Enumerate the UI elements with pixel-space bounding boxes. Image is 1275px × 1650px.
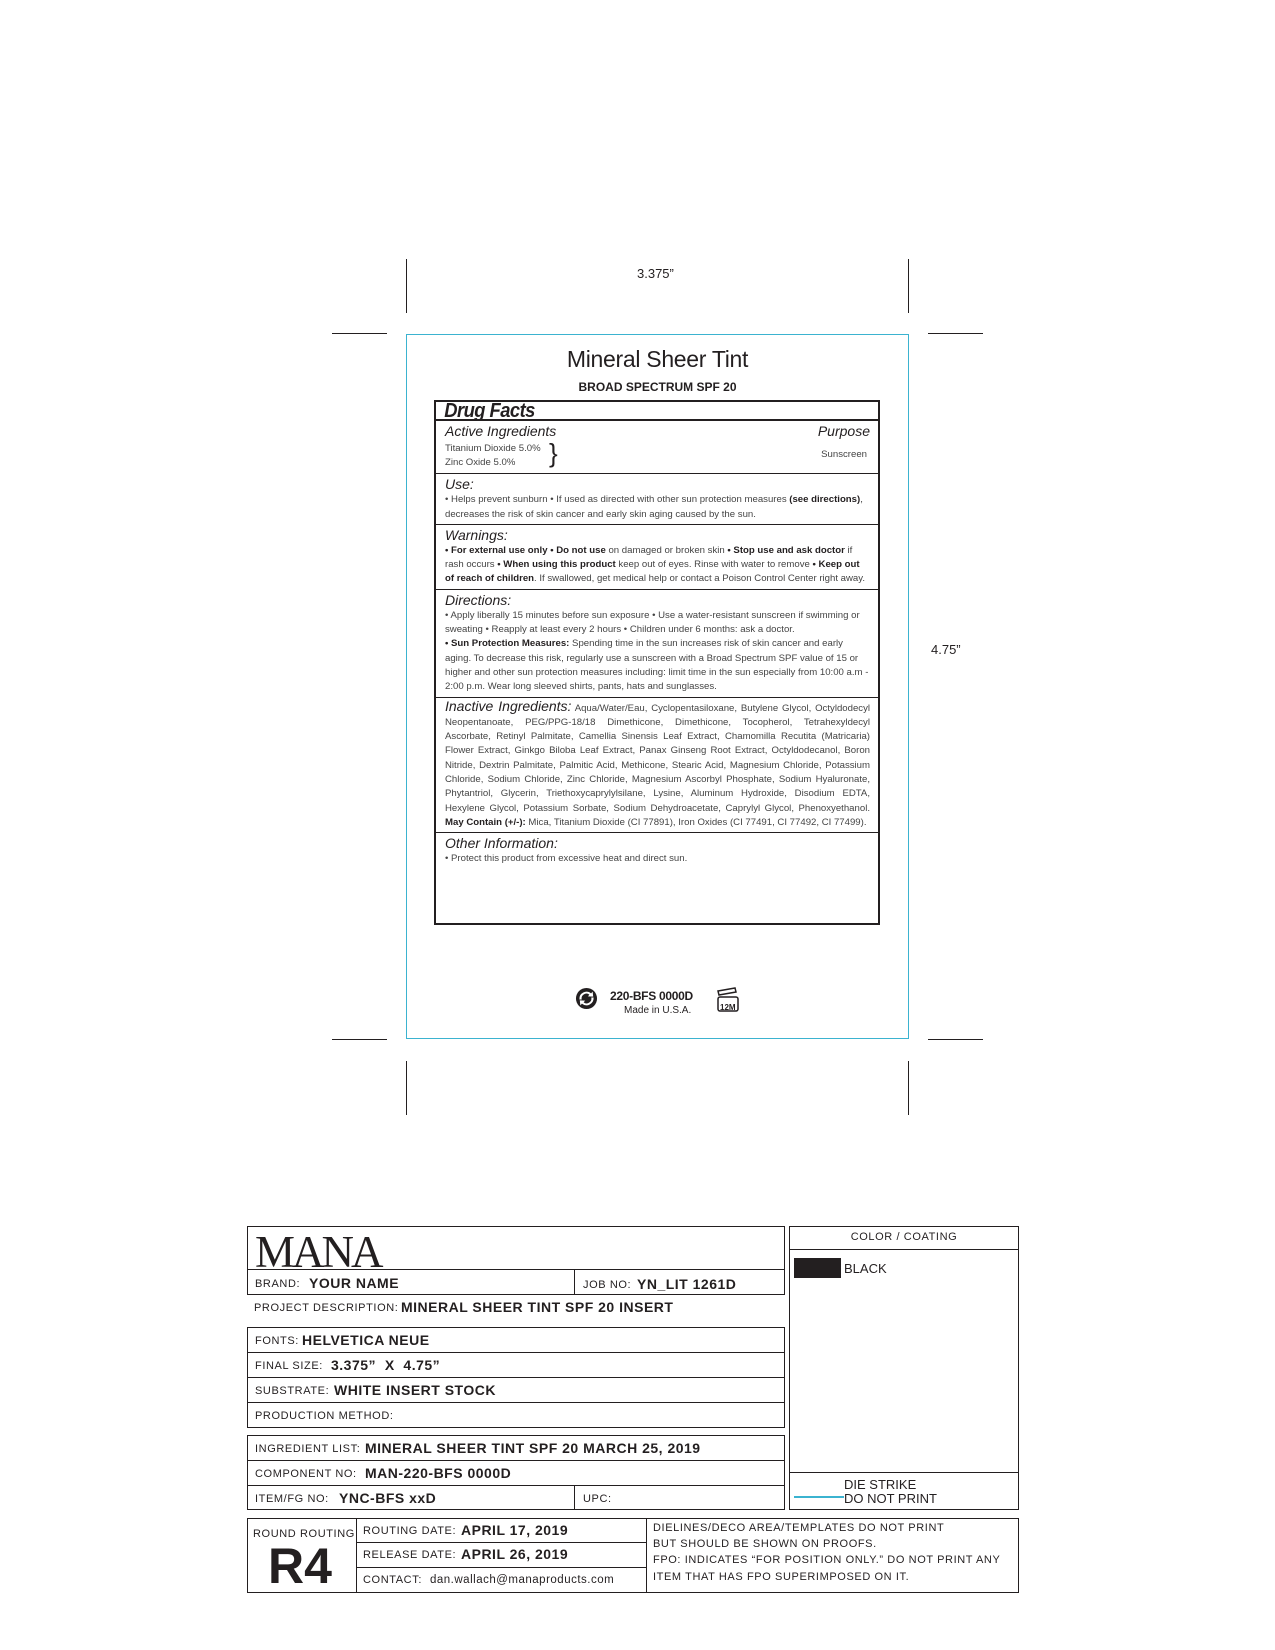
component-label: COMPONENT NO: <box>255 1468 357 1480</box>
warning-bold: • Do not use <box>547 544 606 556</box>
use-text-2: , decreases the risk of skin cancer and early skin aging caused by the sun. <box>445 494 863 520</box>
brand-label: BRAND: <box>255 1278 301 1290</box>
job-value: YN_LIT 1261D <box>637 1276 737 1292</box>
fonts-label: FONTS: <box>255 1335 299 1347</box>
ingredient-block <box>247 1435 785 1510</box>
warning-text: . If swallowed, get medical help or contact a Poison Control Center right away. <box>534 573 866 585</box>
use-text: • Helps prevent sunburn • If used as directed with other sun protection measures <box>445 494 790 506</box>
use-section <box>436 473 878 524</box>
project-value: MINERAL SHEER TINT SPF 20 INSERT <box>401 1299 674 1315</box>
size-label: FINAL SIZE: <box>255 1360 323 1372</box>
note-line-2: BUT SHOULD BE SHOWN ON PROOFS. <box>653 1538 877 1550</box>
color-coating-block <box>789 1226 1019 1510</box>
substrate-label: SUBSTRATE: <box>255 1385 330 1397</box>
black-label: BLACK <box>844 1261 887 1276</box>
fonts-value: HELVETICA NEUE <box>302 1332 430 1348</box>
crop-mark <box>908 1061 909 1115</box>
brand-value: YOUR NAME <box>309 1275 400 1291</box>
size-value: 3.375” X 4.75” <box>331 1357 441 1373</box>
die-strike-line <box>794 1496 844 1498</box>
upc-label: UPC: <box>583 1493 612 1505</box>
crop-mark <box>406 259 407 313</box>
crop-mark <box>928 333 983 334</box>
item-label: ITEM/FG NO: <box>255 1493 329 1505</box>
ingredient-value: MINERAL SHEER TINT SPF 20 MARCH 25, 2019 <box>365 1440 701 1456</box>
may-contain: May Contain (+/-): <box>445 816 526 828</box>
item-value: YNC-BFS xxD <box>339 1490 437 1506</box>
component-value: MAN-220-BFS 0000D <box>365 1465 512 1481</box>
other-information-text: • Protect this product from excessive heat and direct sun. <box>445 853 688 865</box>
job-label: JOB NO: <box>583 1279 632 1291</box>
directions-heading: Directions: <box>445 591 512 608</box>
die-strike-label: DIE STRIKE <box>844 1477 917 1492</box>
crop-mark <box>908 259 909 313</box>
do-not-print-label: DO NOT PRINT <box>844 1491 937 1506</box>
use-heading: Use: <box>445 476 474 493</box>
product-code: 220-BFS 0000D <box>610 989 693 1003</box>
directions-text-2: Spending time in the sun increases risk of skin cancer and early aging. To decrease this risk, regularly use a sunscreen with a Broad Spectrum SPF value of 15 or higher and other sun protection measures including: limit time in the sun especially from 10:00 a.m - 2:00 p.m. Wear long sleeved shirts, pants, hats and sunglasses. <box>445 638 869 693</box>
warning-text: if rash occurs <box>445 544 853 571</box>
warning-text: on damaged or broken skin <box>605 544 728 556</box>
contact-value[interactable]: dan.wallach@manaproducts.com <box>430 1574 615 1586</box>
specs-block <box>247 1327 785 1428</box>
warning-text: keep out of eyes. Rinse with water to remove <box>615 559 813 571</box>
note-line-1: DIELINES/DECO AREA/TEMPLATES DO NOT PRINT <box>653 1522 945 1534</box>
routing-block <box>247 1518 1019 1593</box>
ingredient-label: INGREDIENT LIST: <box>255 1443 361 1455</box>
directions-bold: • Sun Protection Measures: <box>445 638 570 650</box>
active-ingredient-1: Titanium Dioxide 5.0% <box>445 443 541 455</box>
warnings-heading: Warnings: <box>445 526 508 543</box>
round-label: ROUND ROUTING <box>253 1528 355 1540</box>
warning-bold: • For external use only <box>445 544 548 556</box>
other-information-heading: Other Information: <box>445 835 558 852</box>
project-description <box>247 1295 785 1319</box>
mana-logo: MANA <box>255 1227 381 1277</box>
release-date-value: APRIL 26, 2019 <box>461 1546 569 1562</box>
drug-facts-panel <box>434 400 880 925</box>
pao-label: 12M <box>720 1003 736 1012</box>
inactive-ingredients-section <box>436 697 878 833</box>
directions-section <box>436 589 878 697</box>
crop-mark <box>332 1039 387 1040</box>
production-method-label: PRODUCTION METHOD: <box>255 1410 394 1422</box>
directions-text: • Apply liberally 15 minutes before sun exposure • Use a water-resistant sunscreen if swimming or sweating • Reapply at least every 2 hours • Children under 6 months: ask a doctor. <box>445 609 860 636</box>
warning-bold: • When using this product <box>497 559 616 571</box>
may-contain-text: Mica, Titanium Dioxide (CI 77891), Iron Oxides (CI 77491, CI 77492, CI 77499). <box>525 816 867 828</box>
crop-mark <box>332 333 387 334</box>
crop-mark <box>406 1061 407 1115</box>
height-dimension: 4.75” <box>931 642 961 657</box>
note-line-4: ITEM THAT HAS FPO SUPERIMPOSED ON IT. <box>653 1571 910 1583</box>
project-label: PROJECT DESCRIPTION: <box>254 1302 399 1314</box>
active-ingredients-heading: Active Ingredients <box>445 423 557 440</box>
crop-mark <box>928 1039 983 1040</box>
note-line-3: FPO: INDICATES “FOR POSITION ONLY.” DO NOT PRINT ANY <box>653 1554 1001 1566</box>
product-title: Mineral Sheer Tint <box>566 346 749 372</box>
warning-bold: • Stop use and ask doctor <box>727 544 845 556</box>
drug-facts-heading: Drug Facts <box>444 400 535 422</box>
recycle-icon <box>575 987 598 1010</box>
inactive-text: Aqua/Water/Eau, Cyclopentasiloxane, Butylene Glycol, Octyldodecyl Neopentanoate, PEG/PPG-18/18 Dimethicone, Dimethicone, Tocopherol, Tetrahexyldecyl Ascorbate, Retinyl Palmitate, Camellia Sinensis Leaf Extract, Chamomilla Recutita (Matricaria) Flower Extract, Ginkgo Biloba Leaf Extract, Panax Ginseng Root Extract, Octyldodecanol, Boron Nitride, Dextrin Palmitate, Palmitic Acid, Methicone, Stearic Acid, Magnesium Chloride, Potassium Chloride, Sodium Chloride, Zinc Chloride, Magnesium Ascorbyl Phosphate, Sodium Hyaluronate, Phytantriol, Glycerin, Triethoxycaprylylsilane, Lysine, Aluminum Hydroxide, Disodium EDTA, Hexylene Glycol, Potassium Sorbate, Sodium Dehydroacetate, Caprylyl Glycol, Phenoxyethanol. <box>445 702 871 814</box>
substrate-value: WHITE INSERT STOCK <box>334 1382 496 1398</box>
color-heading: COLOR / COATING <box>850 1231 958 1243</box>
use-bold: (see directions) <box>789 494 861 506</box>
purpose-value: Sunscreen <box>821 449 867 461</box>
black-swatch <box>794 1258 841 1278</box>
routing-date-value: APRIL 17, 2019 <box>461 1522 569 1538</box>
warning-bold: • Keep out of reach of children <box>445 559 860 585</box>
warnings-section <box>436 524 878 589</box>
width-dimension: 3.375” <box>637 266 674 281</box>
round-value: R4 <box>268 1538 332 1594</box>
contact-label: CONTACT: <box>363 1574 422 1586</box>
inactive-heading: Inactive Ingredients: <box>445 697 572 714</box>
made-in: Made in U.S.A. <box>624 1005 692 1016</box>
release-date-label: RELEASE DATE: <box>363 1549 457 1561</box>
routing-date-label: ROUTING DATE: <box>363 1525 457 1537</box>
active-ingredient-2: Zinc Oxide 5.0% <box>445 457 516 469</box>
active-ingredients-section <box>436 419 878 473</box>
title-block-header <box>247 1226 785 1295</box>
other-information-section <box>436 832 878 868</box>
product-subtitle: BROAD SPECTRUM SPF 20 <box>578 380 737 394</box>
purpose-heading: Purpose <box>817 423 870 440</box>
brace: } <box>549 438 558 469</box>
